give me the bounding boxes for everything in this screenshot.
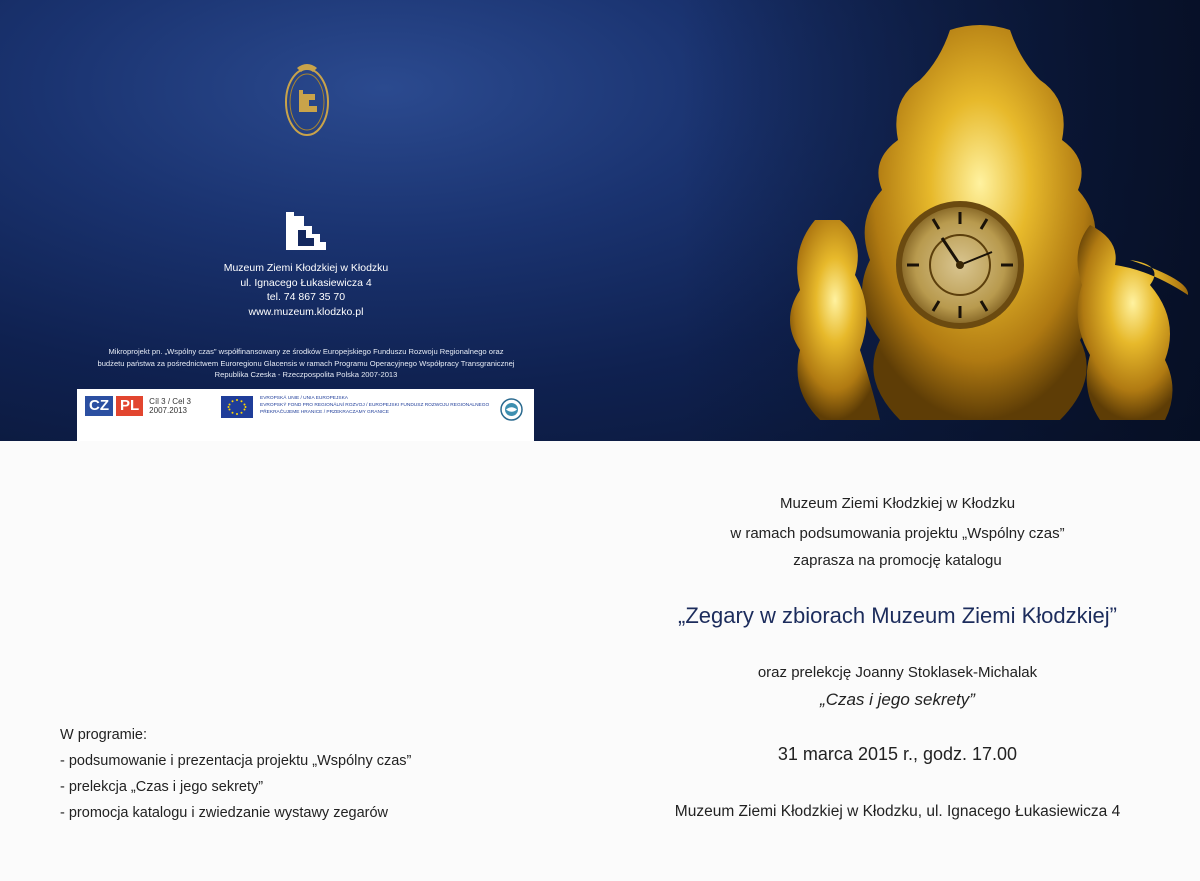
museum-address: ul. Ignacego Łukasiewicza 4 (240, 276, 372, 289)
pl-mark: PL (116, 396, 143, 416)
eu-line: PŘEKRAČUJEME HRANICE / PRZEKRACZAMY GRANICE (260, 410, 389, 415)
cz-mark: CZ (85, 396, 113, 416)
museum-website[interactable]: www.muzeum.klodzko.pl (248, 305, 364, 318)
eu-line: EVROPSKÝ FOND PRO REGIONÁLNÍ ROZVOJ / EUROPEJSKI FUNDUSZ ROZWOJU REGIONALNEGO (260, 403, 490, 408)
eu-text (260, 395, 489, 416)
funding-note (60, 346, 552, 381)
program-list (60, 722, 411, 826)
euroregion-glacensis-icon (500, 398, 523, 421)
museum-name: Muzeum Ziemi Kłodzkiej w Kłodzku (223, 262, 389, 274)
lecture-title: „Czas i jego sekrety” (820, 690, 975, 709)
museum-phone: tel. 74 867 35 70 (266, 291, 346, 303)
program-item: - podsumowanie i prezentacja projektu „Wspólny czas” (60, 753, 412, 769)
event-date: 31 marca 2015 r., godz. 17.00 (777, 744, 1018, 764)
sponsor-logos-strip (77, 389, 534, 441)
invitation-host: Muzeum Ziemi Kłodzkiej w Kłodzku (779, 495, 1016, 512)
invitation-context: w ramach podsumowania projektu „Wspólny czas” (730, 525, 1065, 542)
gilded-clock-image (770, 20, 1190, 441)
museum-logo-icon (286, 212, 326, 250)
eu-flag-icon (221, 396, 253, 418)
program-item: - prelekcja „Czas i jego sekrety” (60, 779, 264, 795)
event-place: Muzeum Ziemi Kłodzkiej w Kłodzku, ul. Ignacego Łukasiewicza 4 (674, 803, 1121, 820)
invitation-intro: zaprasza na promocję katalogu (793, 552, 1002, 569)
czpl-period: 2007.2013 (149, 406, 187, 415)
eu-line: EVROPSKÁ UNIE / UNIA EUROPEJSKA (260, 396, 348, 401)
contact-block (170, 261, 442, 319)
catalog-title: „Zegary w zbiorach Muzeum Ziemi Kłodzkiej” (678, 603, 1117, 628)
czpl-logo (85, 396, 191, 416)
museum-seal-icon (283, 60, 331, 138)
funding-line: Republika Czeska - Rzeczpospolita Polska 2007-2013 (214, 370, 398, 379)
funding-line: Mikroprojekt pn. „Wspólny czas” współfinansowany ze środków Europejskiego Funduszu Rozwoju Regionalnego oraz (108, 347, 504, 356)
program-item: - promocja katalogu i zwiedzanie wystawy zegarów (60, 805, 389, 821)
czpl-caption (149, 397, 191, 415)
lecture-speaker: oraz prelekcję Joanny Stoklasek-Michalak (757, 664, 1038, 681)
program-heading: W programie: (60, 727, 148, 743)
czpl-cil: Cíl 3 / Cel 3 (149, 397, 191, 406)
funding-line: budżetu państwa za pośrednictwem Euroregionu Glacensis w ramach Programu Operacyjnego Współpracy Transgranicznej (97, 358, 515, 368)
